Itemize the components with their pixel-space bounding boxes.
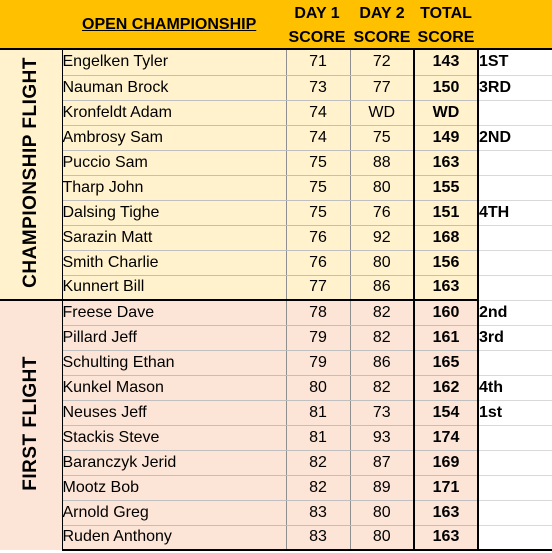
first-flight-label: FIRST FLIGHT xyxy=(19,355,41,491)
placement-cell[interactable]: 2nd xyxy=(478,300,552,325)
day2-score-cell[interactable]: 76 xyxy=(350,200,414,225)
day1-score-cell[interactable]: 71 xyxy=(286,50,350,75)
player-name-cell[interactable]: Sarazin Matt xyxy=(62,225,286,250)
player-name-cell[interactable]: Dalsing Tighe xyxy=(62,200,286,225)
day1-score-cell[interactable]: 81 xyxy=(286,425,350,450)
day1-score-cell[interactable]: 75 xyxy=(286,175,350,200)
player-name-cell[interactable]: Freese Dave xyxy=(62,300,286,325)
total-score-cell[interactable]: 163 xyxy=(414,275,478,300)
scores-table xyxy=(0,50,552,551)
day2-score-cell[interactable]: 88 xyxy=(350,150,414,175)
day2-score-cell[interactable]: 89 xyxy=(350,475,414,500)
player-name-cell[interactable]: Puccio Sam xyxy=(62,150,286,175)
day1-score-cell[interactable]: 82 xyxy=(286,475,350,500)
day2-score-cell[interactable]: 75 xyxy=(350,125,414,150)
total-header-line2: SCORE xyxy=(417,29,475,46)
placement-cell[interactable] xyxy=(478,100,552,125)
table-row xyxy=(0,225,552,250)
placement-cell[interactable]: 4th xyxy=(478,375,552,400)
day2-header-line2: SCORE xyxy=(353,29,411,46)
day1-score-cell[interactable]: 74 xyxy=(286,100,350,125)
placement-cell[interactable]: 4TH xyxy=(478,200,552,225)
day2-score-cell[interactable]: 77 xyxy=(350,75,414,100)
player-name-cell[interactable]: Stackis Steve xyxy=(62,425,286,450)
player-name-cell[interactable]: Kunkel Mason xyxy=(62,375,286,400)
day1-score-cell[interactable]: 82 xyxy=(286,450,350,475)
day1-score-cell[interactable]: 83 xyxy=(286,500,350,525)
day1-score-cell[interactable]: 83 xyxy=(286,525,350,550)
placement-cell[interactable] xyxy=(478,500,552,525)
total-score-cell[interactable]: 151 xyxy=(414,200,478,225)
day2-score-cell[interactable]: 73 xyxy=(350,400,414,425)
total-score-cell[interactable]: WD xyxy=(414,100,478,125)
placement-cell[interactable]: 3rd xyxy=(478,325,552,350)
player-name-cell[interactable]: Mootz Bob xyxy=(62,475,286,500)
placement-cell[interactable] xyxy=(478,225,552,250)
total-score-cell[interactable]: 155 xyxy=(414,175,478,200)
total-score-cell[interactable]: 161 xyxy=(414,325,478,350)
day1-score-cell[interactable]: 75 xyxy=(286,200,350,225)
day1-score-cell[interactable]: 77 xyxy=(286,275,350,300)
player-name-cell[interactable]: Ruden Anthony xyxy=(62,525,286,550)
header-row xyxy=(0,0,552,50)
day1-header-line1: DAY 1 xyxy=(294,5,340,22)
total-score-cell[interactable]: 169 xyxy=(414,450,478,475)
scores-body xyxy=(0,50,552,550)
total-score-cell[interactable]: 149 xyxy=(414,125,478,150)
placement-cell[interactable]: 1ST xyxy=(478,50,552,75)
total-score-cell[interactable]: 163 xyxy=(414,150,478,175)
table-row xyxy=(0,525,552,550)
day1-score-cell[interactable]: 80 xyxy=(286,375,350,400)
total-score-cell[interactable]: 174 xyxy=(414,425,478,450)
player-name-cell[interactable]: Nauman Brock xyxy=(62,75,286,100)
table-row xyxy=(0,125,552,150)
placement-cell[interactable] xyxy=(478,525,552,550)
player-name-cell[interactable]: Arnold Greg xyxy=(62,500,286,525)
championship-flight-label: CHAMPIONSHIP FLIGHT xyxy=(19,56,41,288)
day1-score-cell[interactable]: 81 xyxy=(286,400,350,425)
player-name-cell[interactable]: Smith Charlie xyxy=(62,250,286,275)
table-row xyxy=(0,300,552,325)
day1-score-cell[interactable]: 73 xyxy=(286,75,350,100)
total-score-cell[interactable]: 150 xyxy=(414,75,478,100)
placement-cell[interactable]: 3RD xyxy=(478,75,552,100)
table-row xyxy=(0,50,552,75)
day2-score-cell[interactable]: 86 xyxy=(350,350,414,375)
total-score-cell[interactable]: 165 xyxy=(414,350,478,375)
total-column-header[interactable] xyxy=(414,2,478,50)
table-row xyxy=(0,100,552,125)
total-score-cell[interactable]: 154 xyxy=(414,400,478,425)
placement-cell[interactable] xyxy=(478,250,552,275)
total-score-cell[interactable]: 163 xyxy=(414,500,478,525)
day1-score-cell[interactable]: 74 xyxy=(286,125,350,150)
total-score-cell[interactable]: 156 xyxy=(414,250,478,275)
player-name-cell[interactable]: Engelken Tyler xyxy=(62,50,286,75)
player-name-cell[interactable]: Schulting Ethan xyxy=(62,350,286,375)
player-name-cell[interactable]: Kunnert Bill xyxy=(62,275,286,300)
day2-score-cell[interactable]: 82 xyxy=(350,375,414,400)
day2-score-cell[interactable]: 86 xyxy=(350,275,414,300)
flight-label-cell[interactable] xyxy=(0,300,62,550)
total-score-cell[interactable]: 143 xyxy=(414,50,478,75)
total-score-cell[interactable]: 163 xyxy=(414,525,478,550)
flight-label-cell[interactable] xyxy=(0,50,62,300)
table-row xyxy=(0,175,552,200)
table-row xyxy=(0,400,552,425)
day2-score-cell[interactable]: 80 xyxy=(350,175,414,200)
day1-score-cell[interactable]: 76 xyxy=(286,225,350,250)
player-name-cell[interactable]: Ambrosy Sam xyxy=(62,125,286,150)
table-row xyxy=(0,475,552,500)
table-row xyxy=(0,250,552,275)
day2-score-cell[interactable]: 80 xyxy=(350,525,414,550)
day2-header-line1: DAY 2 xyxy=(359,5,405,22)
placement-cell[interactable] xyxy=(478,425,552,450)
player-name-cell[interactable]: Neuses Jeff xyxy=(62,400,286,425)
table-row xyxy=(0,200,552,225)
day2-score-cell[interactable]: WD xyxy=(350,100,414,125)
total-score-cell[interactable]: 160 xyxy=(414,300,478,325)
day2-score-cell[interactable]: 80 xyxy=(350,250,414,275)
placement-cell[interactable] xyxy=(478,350,552,375)
day1-column-header[interactable] xyxy=(285,2,349,50)
table-row xyxy=(0,450,552,475)
day1-score-cell[interactable]: 79 xyxy=(286,325,350,350)
player-name-cell[interactable]: Kronfeldt Adam xyxy=(62,100,286,125)
placement-cell[interactable] xyxy=(478,475,552,500)
player-name-cell[interactable]: Pillard Jeff xyxy=(62,325,286,350)
day2-score-cell[interactable]: 93 xyxy=(350,425,414,450)
day1-score-cell[interactable]: 79 xyxy=(286,350,350,375)
total-score-cell[interactable]: 168 xyxy=(414,225,478,250)
placement-cell[interactable] xyxy=(478,275,552,300)
table-row xyxy=(0,350,552,375)
day1-score-cell[interactable]: 75 xyxy=(286,150,350,175)
placement-cell[interactable]: 2ND xyxy=(478,125,552,150)
day2-score-cell[interactable]: 72 xyxy=(350,50,414,75)
day1-header-line2: SCORE xyxy=(288,29,346,46)
total-header-line1: TOTAL xyxy=(420,5,472,22)
placement-cell[interactable] xyxy=(478,450,552,475)
table-row xyxy=(0,375,552,400)
table-row xyxy=(0,75,552,100)
table-row xyxy=(0,425,552,450)
day2-score-cell[interactable]: 80 xyxy=(350,500,414,525)
player-name-cell[interactable]: Tharp John xyxy=(62,175,286,200)
placement-cell[interactable]: 1st xyxy=(478,400,552,425)
total-score-cell[interactable]: 162 xyxy=(414,375,478,400)
table-row xyxy=(0,500,552,525)
day2-score-cell[interactable]: 92 xyxy=(350,225,414,250)
placement-cell[interactable] xyxy=(478,175,552,200)
day2-score-cell[interactable]: 87 xyxy=(350,450,414,475)
player-name-cell[interactable]: Baranczyk Jerid xyxy=(62,450,286,475)
day2-score-cell[interactable]: 82 xyxy=(350,300,414,325)
table-row xyxy=(0,150,552,175)
total-score-cell[interactable]: 171 xyxy=(414,475,478,500)
table-row xyxy=(0,325,552,350)
table-row xyxy=(0,275,552,300)
day2-column-header[interactable] xyxy=(350,2,414,50)
sheet-title: OPEN CHAMPIONSHIP xyxy=(82,16,257,33)
day1-score-cell[interactable]: 78 xyxy=(286,300,350,325)
day1-score-cell[interactable]: 76 xyxy=(286,250,350,275)
day2-score-cell[interactable]: 82 xyxy=(350,325,414,350)
placement-cell[interactable] xyxy=(478,150,552,175)
